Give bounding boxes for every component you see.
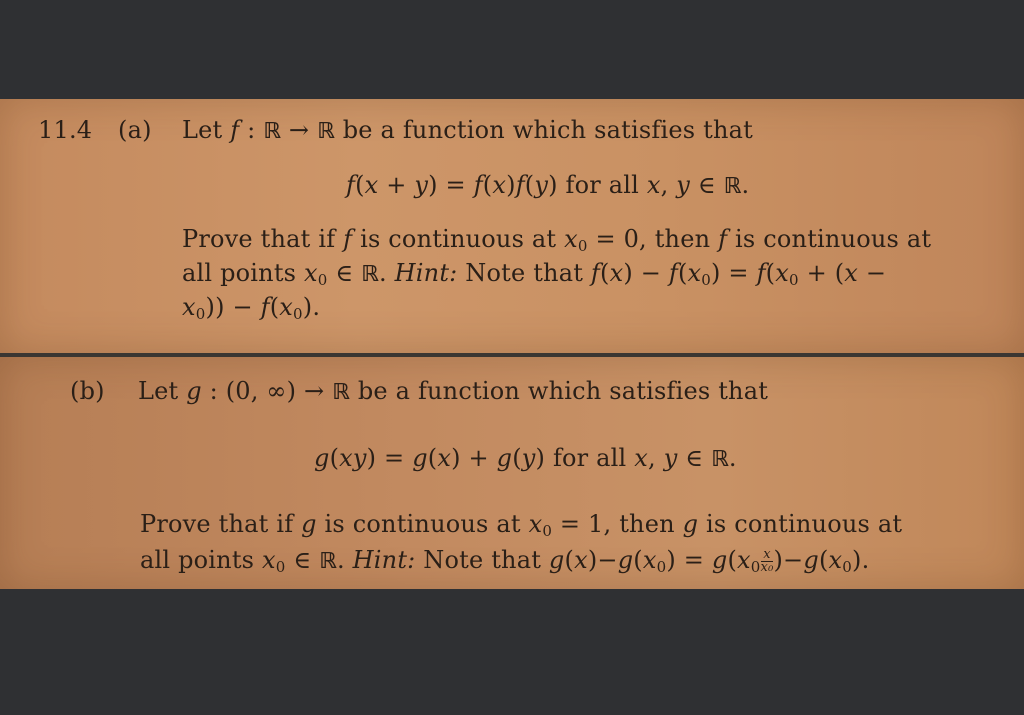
- part-a-equation: f(x + y) = f(x)f(y) for all x, y ∈ ℝ.: [346, 171, 750, 199]
- part-b-prove-line1: Prove that if g is continuous at $x_0 = 1$, then g is continuous at: [140, 510, 903, 540]
- part-a-prove-line2: all points $x_0$ ∈ ℝ. Hint: Note that $f(x) - f(x_0) = f(x_0 + (x$ −: [182, 259, 887, 289]
- part-a-statement: Let f : ℝ → ℝ be a function which satisfies that: [182, 116, 753, 144]
- part-b-statement: Let g : (0, ∞) → ℝ be a function which satisfies that: [138, 377, 769, 405]
- part-a-prove-line3: $x_0)) - f(x_0)$.: [182, 293, 321, 323]
- part-b-label: (b): [70, 377, 105, 405]
- fraction-x-over-x0: $\frac{x}{\text{x₀}}$: [760, 547, 774, 575]
- part-a-prove-line1: Prove that if f is continuous at $x_0 = 0$, then f is continuous at: [182, 225, 932, 255]
- part-b-equation: g(xy) = g(x) + g(y) for all x, y ∈ ℝ.: [314, 444, 737, 472]
- part-a-label: (a): [118, 116, 152, 144]
- problem-number: 11.4: [38, 116, 93, 144]
- part-b-prove-line2: all points $x_0$ ∈ ℝ. Hint: Note that $g(x)-g(x_0) = g(x_0$ $\frac{x}{\text{x₀}}$ )$-g(x_0)$.: [140, 546, 870, 576]
